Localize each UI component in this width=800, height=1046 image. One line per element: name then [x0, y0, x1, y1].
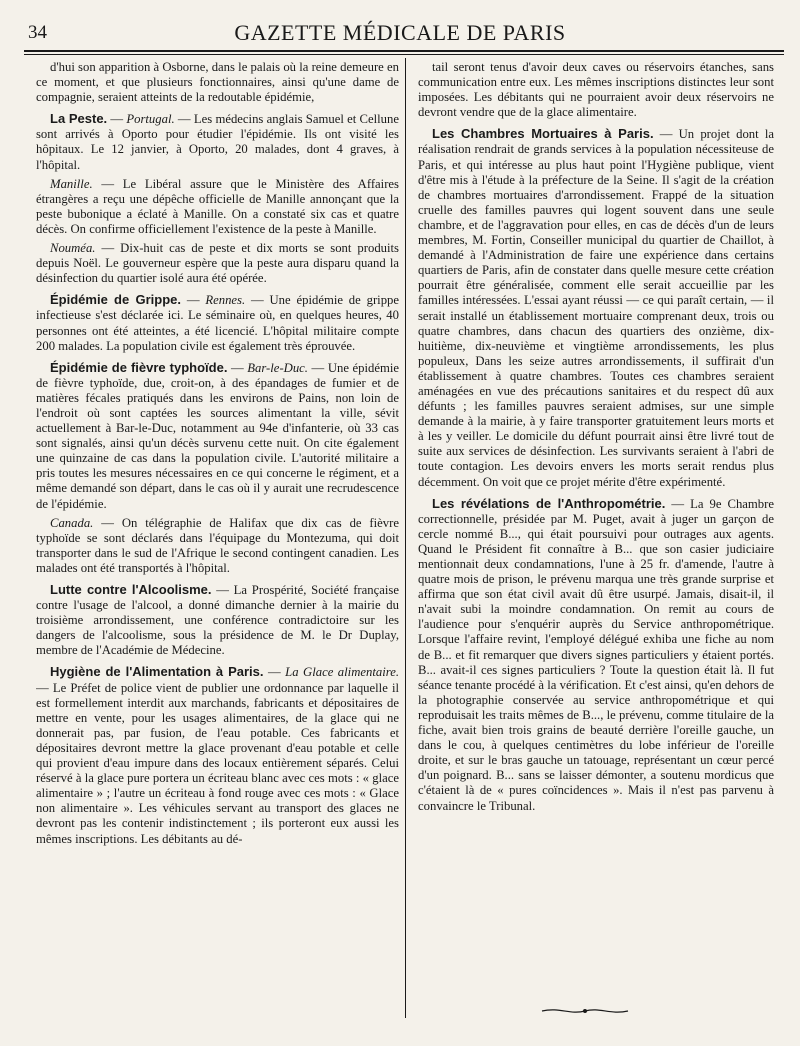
- section-subheading: Canada.: [50, 515, 94, 530]
- section-heading: Les Chambres Mortuaires à Paris.: [432, 126, 654, 142]
- paragraph-alimentation: Hygiène de l'Alimentation à Paris. — La Glace alimentaire. — Le Préfet de police vient de publier une ordonnance par laquelle il est formellement interdit aux marchands, fabricants et dépositaires de mettre en vente, pour les usages alimentaires, de la glace qui ne donnerait pas, par fusion, de l'eau potable. Ces fabricants et dépositaires devront mettre la glace provenant d'eau potable et celle qui provient d'eau impure dans des locaux entièrement séparés. Celui réservé à la glace pure portera un écriteau blanc avec ces mots : « glace alimentaire » ; l'autre un écriteau à fond rouge avec ces mots : « Glace non alimentaire ». Les véhicules servant au transport des glaces ne devront pas les contenir indistinctement ; ils porteront eux aussi les mêmes inscriptions. Les débitants au dé-: [36, 664, 399, 846]
- section-heading: Épidémie de Grippe.: [50, 292, 182, 308]
- section-subheading: Manille.: [50, 176, 93, 191]
- section-heading: La Peste.: [50, 111, 108, 127]
- column-divider: [405, 58, 406, 1018]
- section-heading: Les révélations de l'Anthropométrie.: [432, 495, 666, 511]
- section-subheading: Nouméa.: [50, 241, 96, 256]
- header-rule: [24, 50, 784, 52]
- page-header: [22, 18, 778, 48]
- ornament-divider: [540, 1005, 630, 1017]
- left-column: [36, 60, 399, 1020]
- section-subheading: Bar-le-Duc.: [247, 360, 308, 375]
- paragraph: d'hui son apparition à Osborne, dans le palais où la reine demeure en ce moment, et que plusieurs fonctionnaires, ainsi qu'une dame de compagnie, seraient atteints de la redoutable épidémie,: [36, 60, 399, 105]
- paragraph: Canada. — On télégraphie de Halifax que dix cas de fièvre typhoïde se sont déclarés dans l'équipage du Montezuma, qui doit transporter dans le sud de l'Afrique le second contingent canadien. Les malades ont été transportés à l'hôpital.: [36, 515, 399, 575]
- section-heading: Lutte contre l'Alcoolisme.: [50, 582, 212, 597]
- section-subheading: Portugal.: [126, 112, 175, 127]
- section-subheading: Rennes.: [205, 293, 246, 308]
- paragraph: Manille. — Le Libéral assure que le Ministère des Affaires étrangères a reçu une dépêche officielle de Manille annonçant que la peste bubonique a éclaté à Manille. On a constaté six cas et quatre décès. On confirme officiellement l'existence de la peste à Manille.: [36, 176, 399, 236]
- paragraph-grippe: Épidémie de Grippe. — Rennes. — Une épidémie de grippe infectieuse s'est déclarée ici. Le séminaire où, en quelques heures, 40 personnes ont été atteintes, a été licencié. L'hôpital militaire compte 200 malades. La population civile est également très éprouvée.: [36, 292, 399, 353]
- page-number: 34: [28, 22, 47, 43]
- header-rule-thin: [24, 54, 784, 55]
- journal-title: GAZETTE MÉDICALE DE PARIS: [234, 20, 566, 45]
- section-heading: Épidémie de fièvre typhoïde.: [50, 359, 228, 375]
- paragraph-peste: La Peste. — Portugal. — Les médecins anglais Samuel et Cellune sont arrivés à Oporto pour étudier l'épidémie. Ils ont visité les hôpitaux. Le 12 janvier, à Oporto, 20 malades, dont 4 graves, à l'hôpital.: [36, 111, 399, 172]
- paragraph: Nouméa. — Dix-huit cas de peste et dix morts se sont produits depuis Noël. Le gouverneur espère que la peste aura disparu quand la désinfection du quartier isolé aura été opérée.: [36, 241, 399, 286]
- paragraph-anthropometrie: Les révélations de l'Anthropométrie. — La 9e Chambre correctionnelle, présidée par M. Puget, avait à juger un garçon de cercle nommé B..., qui était poursuivi pour outrages aux agents. Quand le Président fit connaître à B... que son casier judiciaire mentionnait deux condamnations, l'une à 25 fr. d'amende, l'autre à quatre mois de prison, le prévenu marqua une très grande surprise et affirma que son état civil avait dû être usurpé. Jamais, disait-il, il n'avait subi la moindre condamnation. On remit au cours de l'audience pour s'enquérir auprès du Service anthropométrique. Lorsque l'affaire revint, l'employé délégué exhiba une fiche au nom de B... et fit remarquer que divers signes particuliers y étaient portés. B... avait-il ces signes particuliers ? Toute la question était là. Il fut séance tenante procédé à la vérification. Et c'est ainsi, qu'en dehors de la photographie conservée au service anthropométrique et qui reproduisait les traits mêmes de B..., le prévenu, comme titulaire de la fiche, avait bien trois grains de beauté derrière l'oreille gauche, un dans le cou, à quelques centimètres du lobe inférieur de l'oreille droite, et sur le bras gauche un tatouage, représentant un cœur percé d'un poignard. B... sans se laisser démonter, a soutenu mordicus que c'étaient là de « pures coïncidences ». Mais il n'est pas parvenu à convaincre le Tribunal.: [418, 495, 774, 813]
- right-column: [418, 60, 774, 1020]
- paragraph: tail seront tenus d'avoir deux caves ou réservoirs étanches, sans communication entre eux. Les mêmes inscriptions distinctes leur sont imposées. Les débitants qui ne pourraient avoir deux réservoirs ne devront vendre que de la glace alimentaire.: [418, 60, 774, 120]
- paragraph-chambres: Les Chambres Mortuaires à Paris. — Un projet dont la réalisation rendrait de grands services à la population nécessiteuse de Paris, et qui intéresse au plus haut point l'Hygiène publique, vient d'être mis à l'étude à la préfecture de la Seine. Il s'agit de la création de chambres mortuaires d'arrondissement. Frappé de la situation cruelle des familles pauvres qui logent souvent dans une seule chambre, et de l'aggravation pour elles, en cas de décès d'un de leurs membres, M. Fortin, Conseiller municipal du quartier de Chaillot, à demandé à l'Administration de faire une expérience dans certains quartiers de Paris, afin de constater dans quelle mesure cette création pourrait être généralisée, comment elle serait accueillie par les familles intéressées. L'essai ayant réussi — ce qui paraît certain, — il serait installé un établissement mortuaire comprenant deux, trois ou quatre chambres, dans chacun des quartiers des onzième, dix-huitième, dix-neuvième et vingtième arrondissements, les plus populeux, Dans les seize autres arrondissements, il suffirait d'un établissement à quatre chambres. Toutes ces chambres seraient aménagées en vue des précautions sanitaires et du respect dû aux défunts ; les familles pauvres seraient admises, sur une simple demande à la mairie, à y faire transporter gratuitement leurs morts et à les y veiller. Le domicile du défunt pourrait ainsi être livré tout de suite aux services de désinfection. Les survivants seraient à l'abri de toute contagion. Les devoirs envers les morts serait rendus plus décemment. On voit que ce projet mérite d'être expérimenté.: [418, 126, 774, 489]
- section-subheading: La Glace alimentaire.: [285, 665, 399, 680]
- section-heading: Hygiène de l'Alimentation à Paris.: [50, 664, 264, 680]
- paragraph-typhoide: Épidémie de fièvre typhoïde. — Bar-le-Duc. — Une épidémie de fièvre typhoïde, due, croit-on, à des épandages de fumier et de matières fécales pratiqués dans les environs de Pains, non loin de l'endroit où sont captées les sources alimentant la ville, sévit actuellement à Bar-le-Duc, notamment au 94e d'infanterie, où 33 cas sont signalés, ainsi qu'un décès survenu cette nuit. On cite également une quinzaine de cas dans la population civile. L'autorité militaire a pris toutes les mesures nécessaires en ce qui concerne le régiment, et a même demandé son départ, dans le cas où il y aurait une recrudescence de l'épidémie.: [36, 359, 399, 511]
- paragraph-alcoolisme: Lutte contre l'Alcoolisme. — La Prospérité, Société française contre l'usage de l'alcool, a donné dimanche dernier à la mairie du troisième arrondissement, une conférence contradictoire sur les dangers de l'alcoolisme, sous la présidence de M. le Dr Duplay, membre de l'Académie de Médecine.: [36, 582, 399, 658]
